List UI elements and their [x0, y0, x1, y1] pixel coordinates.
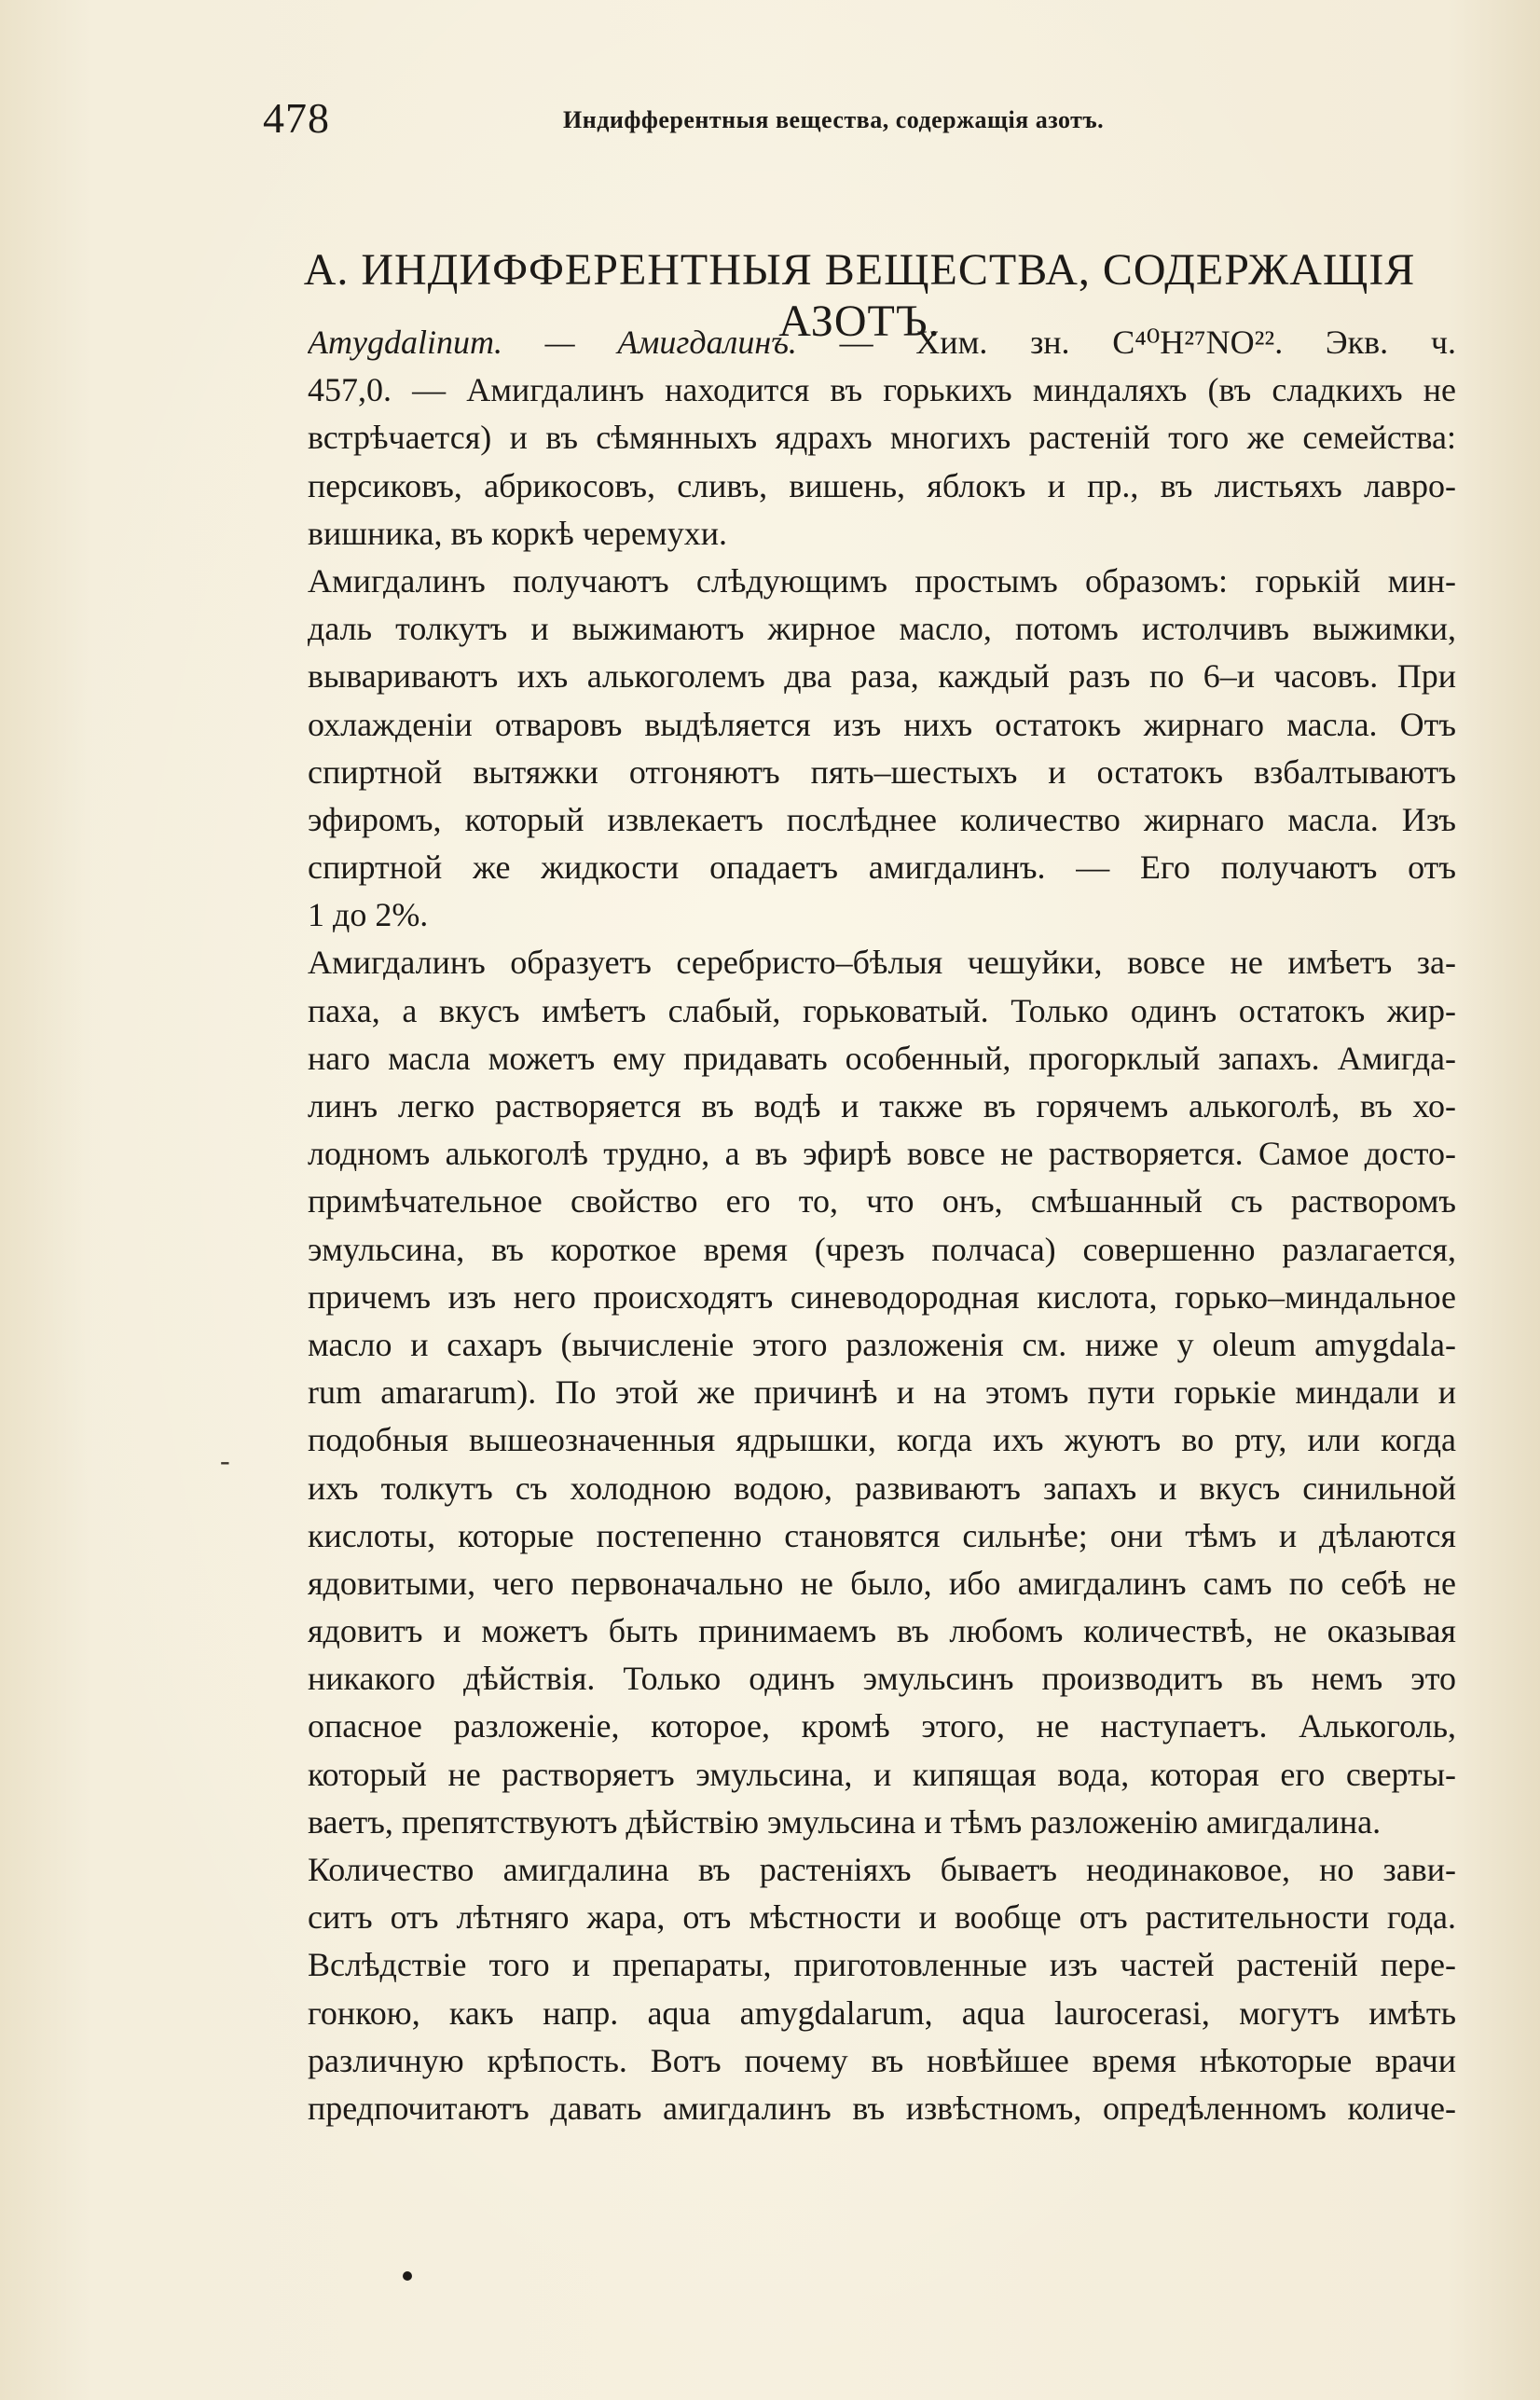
- text-line: различную крѣпость. Вотъ почему въ новѣйшее время нѣкоторые врачи: [308, 2041, 1456, 2079]
- text-line: Вслѣдствіе того и препараты, приготовленные изъ частей растеній пере-: [308, 1946, 1456, 1984]
- text-line: Амигдалинъ получаютъ слѣдующимъ простымъ образомъ: горькій мин-: [308, 561, 1456, 600]
- margin-mark: -: [220, 1443, 230, 1477]
- text-line: гонкою, какъ напр. aqua amygdalarum, aqua laurocerasi, могутъ имѣть: [308, 1993, 1456, 2032]
- text-line: наго масла можетъ ему придавать особенный, прогорклый запахъ. Амигда-: [308, 1039, 1456, 1077]
- text-line: причемъ изъ него происходятъ синеводородная кислота, горько–миндальное: [308, 1277, 1456, 1316]
- text-line: никакого дѣйствія. Только одинъ эмульсинъ производитъ въ немъ это: [308, 1660, 1456, 1698]
- text-line: ядовитыми, чего первоначально не было, ибо амигдалинъ самъ по себѣ не: [308, 1564, 1456, 1602]
- text-line: ядовитъ и можетъ быть принимаемъ въ любомъ количествѣ, не оказывая: [308, 1612, 1456, 1650]
- text-line: эфиромъ, который извлекаетъ послѣднее количество жирнаго масла. Изъ: [308, 800, 1456, 838]
- text-line: предпочитаютъ давать амигдалинъ въ извѣстномъ, опредѣленномъ количе-: [308, 2089, 1456, 2127]
- running-title: Индифферентныя вещества, содержащія азотъ.: [563, 106, 1105, 133]
- text-line: Количество амигдалина въ растеніяхъ бываетъ неодинаковое, но зави-: [308, 1851, 1456, 1888]
- running-head: [263, 93, 1456, 149]
- text-line: спиртной же жидкости опадаетъ амигдалинъ. — Его получаютъ отъ: [308, 848, 1456, 887]
- text-line: масло и сахаръ (вычисленіе этого разложенія см. ниже у oleum amygdala-: [308, 1325, 1456, 1363]
- text-line: спиртной вытяжки отгоняютъ пять–шестыхъ и остатокъ взбалтываютъ: [308, 752, 1456, 791]
- text-line: [308, 319, 1456, 366]
- section-heading: A. ИНДИФФЕРЕНТНЫЯ ВЕЩЕСТВА, СОДЕРЖАЩІЯ АЗОТЪ.: [303, 245, 1416, 346]
- text-line: 1 до 2%.: [308, 896, 429, 934]
- text-line: вывариваютъ ихъ алькоголемъ два раза, каждый разъ по 6–и часовъ. При: [308, 657, 1456, 696]
- text-line: ихъ толкутъ съ холодною водою, развиваютъ запахъ и вкусъ синильной: [308, 1469, 1456, 1507]
- text-line: Амигдалинъ образуетъ серебристо–бѣлыя чешуйки, вовсе не имѣетъ за-: [308, 944, 1456, 982]
- page-number: 478: [263, 94, 330, 142]
- ink-dot: [403, 2271, 412, 2281]
- text-line: rum amararum). По этой же причинѣ и на этомъ пути горькіе миндали и: [308, 1373, 1456, 1412]
- text-line: эмульсина, въ короткое время (чрезъ полчаса) совершенно разлагается,: [308, 1230, 1456, 1268]
- text-line: который не растворяетъ эмульсина, и кипящая вода, которая его сверты-: [308, 1755, 1456, 1793]
- text-line: кислоты, которые постепенно становятся сильнѣе; они тѣмъ и дѣлаются: [308, 1516, 1456, 1554]
- text-line: лодномъ алькоголѣ трудно, а въ эфирѣ вовсе не растворяется. Самое досто-: [308, 1135, 1456, 1173]
- text-line: подобныя вышеозначенныя ядрышки, когда ихъ жуютъ во рту, или когда: [308, 1421, 1456, 1459]
- text-line: встрѣчается) и въ сѣмянныхъ ядрахъ многихъ растеній того же семейства:: [308, 419, 1456, 457]
- text-line: даль толкутъ и выжимаютъ жирное масло, потомъ истолчивъ выжимки,: [308, 610, 1456, 648]
- body-text: [308, 319, 1456, 2132]
- text-line: линъ легко растворяется въ водѣ и также въ горячемъ алькоголѣ, въ хо-: [308, 1087, 1456, 1124]
- formula-text: — Хим. зн. C⁴⁰H²⁷NO²². Экв. ч.: [839, 324, 1456, 361]
- text-line: ваетъ, препятствуютъ дѣйствію эмульсина и тѣмъ разложенію амигдалина.: [308, 1802, 1382, 1841]
- text-line: опасное разложеніе, которое, кромѣ этого, не наступаетъ. Алькоголь,: [308, 1707, 1456, 1745]
- text-line: вишника, въ коркѣ черемухи.: [308, 514, 727, 552]
- term-name: Amygdalinum. — Амигдалинъ.: [308, 324, 797, 361]
- text-line: паха, а вкусъ имѣетъ слабый, горьковатый. Только одинъ остатокъ жир-: [308, 991, 1456, 1029]
- text-line: ситъ отъ лѣтняго жара, отъ мѣстности и вообще отъ растительности года.: [308, 1898, 1456, 1937]
- text-line: персиковъ, абрикосовъ, сливъ, вишень, яблокъ и пр., въ листьяхъ лавро-: [308, 466, 1456, 504]
- text-line: 457,0. — Амигдалинъ находится въ горькихъ миндаляхъ (въ сладкихъ не: [308, 371, 1456, 409]
- text-line: примѣчательное свойство его то, что онъ, смѣшанный съ растворомъ: [308, 1182, 1456, 1221]
- text-line: охлажденіи отваровъ выдѣляется изъ нихъ остатокъ жирнаго масла. Отъ: [308, 705, 1456, 743]
